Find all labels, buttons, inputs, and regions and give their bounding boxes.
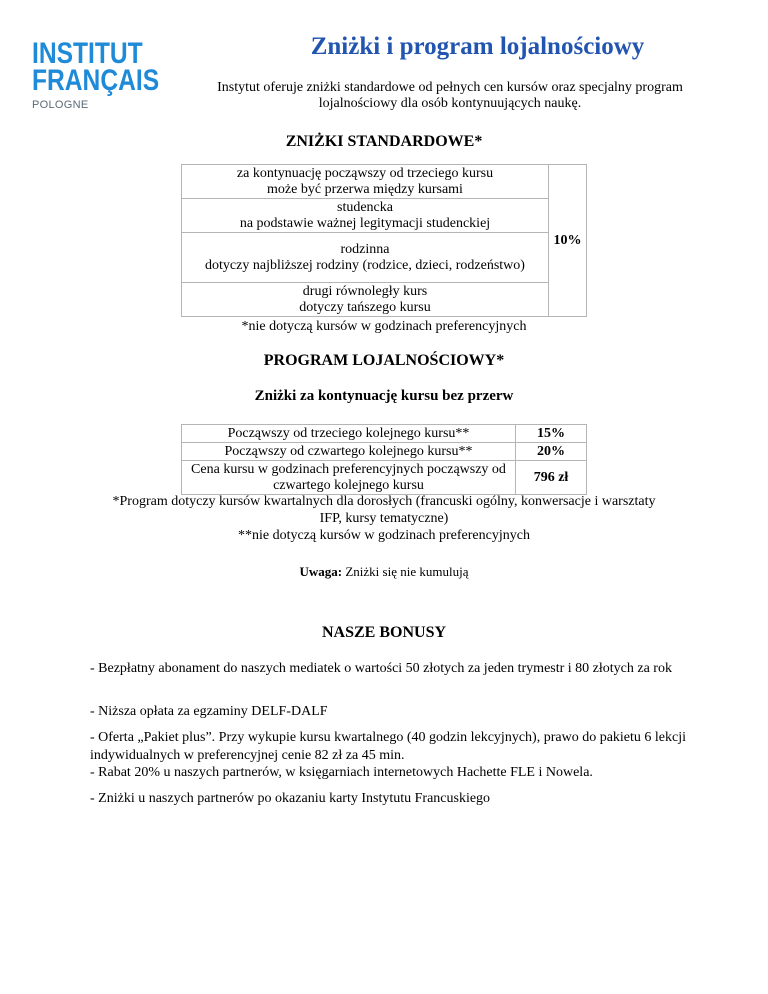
table-row [182,443,587,461]
discount-name: rodzinna [340,241,390,257]
standard-discounts-table [181,164,587,317]
loyalty-footnote-2: **nie dotyczą kursów w godzinach preferencyjnych [238,528,530,543]
bonus-item: - Niższa opłata za egzaminy DELF-DALF [90,704,328,719]
discount-detail: dotyczy tańszego kursu [299,299,431,315]
warning-note [0,564,768,580]
bonus-item: - Rabat 20% u naszych partnerów, w księgarniach internetowych Hachette FLE i Nowela. [90,765,593,780]
loyalty-footnote-1: *Program dotyczy kursów kwartalnych dla dorosłych (francuski ogólny, konwersacje i warsztaty IFP, kursy tematyczne) [112,494,656,526]
table-row [182,425,587,443]
discount-detail: może być przerwa między kursami [267,181,463,197]
logo-subtitle: POLOGNE [32,99,89,111]
loyalty-value: 15% [516,425,587,443]
loyalty-program-heading: PROGRAM LOJALNOŚCIOWY* [263,352,505,369]
discount-cell [182,283,549,317]
table-row [182,165,587,199]
table-row [182,283,587,317]
intro-text: Instytut oferuje zniżki standardowe od pełnych cen kursów oraz specjalny program lojalnościowy dla osób kontynuujących naukę. [217,80,683,111]
standard-discounts-heading: ZNIŻKI STANDARDOWE* [285,133,483,150]
discount-name: drugi równoległy kurs [302,283,428,299]
bonus-item: - Oferta „Pakiet plus”. Przy wykupie kursu kwartalnego (40 godzin lekcyjnych), prawo do pakietu 6 lekcji indywidualnych w preferencyjnej cenie 82 zł za 45 min. [90,730,686,763]
standard-footnote: *nie dotyczą kursów w godzinach preferencyjnych [241,319,527,334]
discount-cell [182,233,549,283]
loyalty-value: 796 zł [516,461,587,495]
discount-name: za kontynuację począwszy od trzeciego kursu [236,165,494,181]
standard-discount-value: 10% [549,165,587,317]
loyalty-table [181,424,587,495]
discount-detail: dotyczy najbliższej rodziny (rodzice, dzieci, rodzeństwo) [205,257,525,273]
page-title: Zniżki i program lojalnościowy [310,33,645,60]
institut-francais-logo [32,37,182,111]
logo-line-1: INSTITUT [32,37,143,70]
bonus-item: - Bezpłatny abonament do naszych mediatek o wartości 50 złotych za jeden trymestr i 80 złotych za rok [90,661,672,676]
loyalty-label: Cena kursu w godzinach preferencyjnych począwszy od czwartego kolejnego kursu [182,461,516,495]
table-row [182,461,587,495]
bonuses-heading: NASZE BONUSY [321,624,447,641]
discount-name: studencka [337,199,393,215]
loyalty-label: Począwszy od czwartego kolejnego kursu** [182,443,516,461]
bonus-item: - Zniżki u naszych partnerów po okazaniu karty Instytutu Francuskiego [90,791,491,806]
loyalty-value: 20% [516,443,587,461]
loyalty-subheading: Zniżki za kontynuację kursu bez przerw [254,388,514,404]
warning-label: Uwaga: [299,564,343,579]
discount-cell [182,165,549,199]
table-row [182,233,587,283]
loyalty-label: Począwszy od trzeciego kolejnego kursu** [182,425,516,443]
discount-cell [182,199,549,233]
warning-text: Zniżki się nie kumulują [342,564,469,579]
table-row [182,199,587,233]
discount-detail: na podstawie ważnej legitymacji studenckiej [239,215,491,231]
logo-line-2: FRANÇAIS [32,64,160,97]
